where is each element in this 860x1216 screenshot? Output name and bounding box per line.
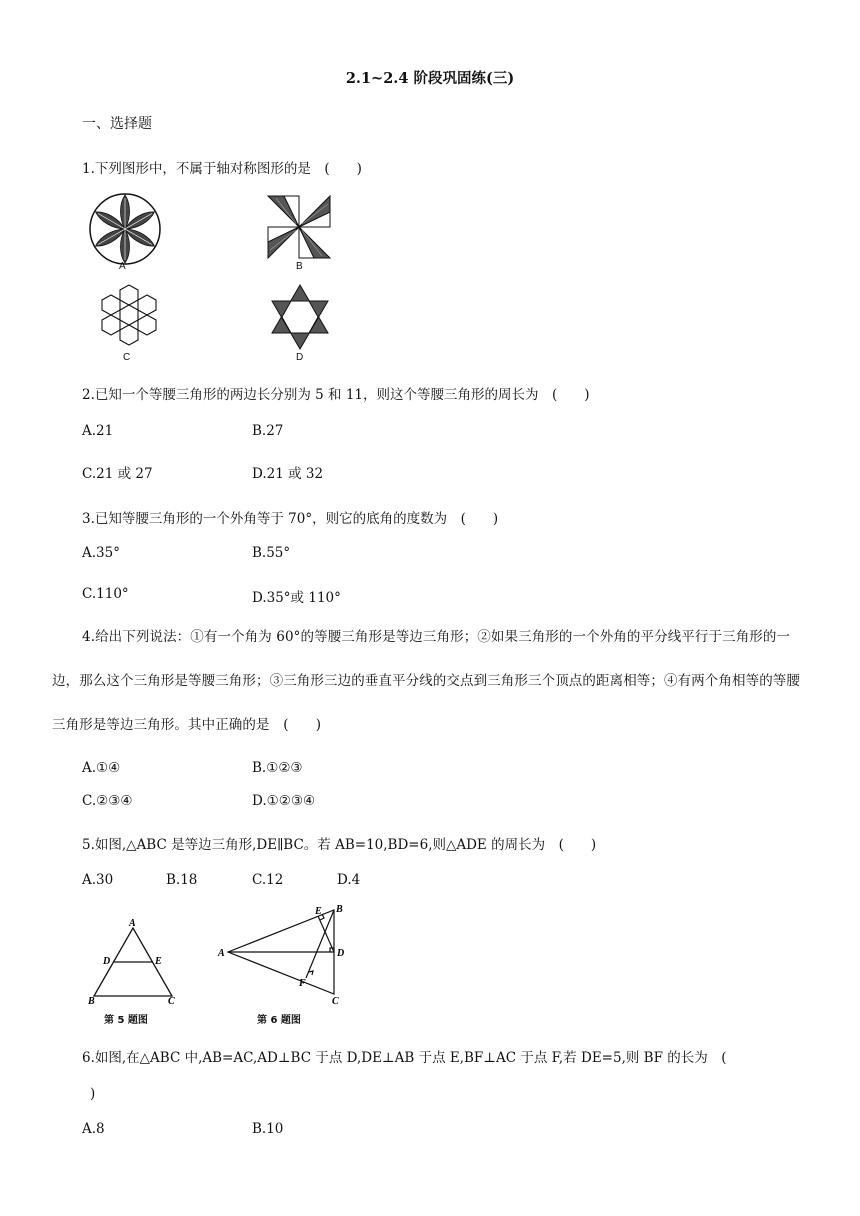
- question-3-text: 3.已知等腰三角形的一个外角等于 70°，则它的底角的度数为 ( ): [82, 511, 499, 527]
- q3-option-a: A.35°: [82, 545, 120, 561]
- q1-figure-c: [89, 283, 169, 353]
- q5-label-c: C: [168, 996, 175, 1007]
- question-1-text: 1.下列图形中，不属于轴对称图形的是 ( ): [82, 161, 362, 177]
- q6-figure-caption: 第 6 题图: [257, 1015, 301, 1026]
- page-title: 2.1~2.4 阶段巩固练(三): [345, 70, 515, 87]
- question-6-text-cont: ): [90, 1086, 96, 1102]
- q5-option-a: A.30: [82, 872, 114, 888]
- q6-label-f: F: [299, 978, 306, 989]
- q3-option-c: C.110°: [82, 586, 129, 602]
- q5-label-e: E: [155, 956, 162, 967]
- q5-option-b: B.18: [166, 872, 198, 888]
- q2-option-c: C.21 或 27: [82, 466, 153, 482]
- q6-option-b: B.10: [252, 1121, 284, 1137]
- q5-label-b: B: [88, 996, 95, 1007]
- q6-label-e: E: [315, 906, 322, 917]
- q5-option-c: C.12: [252, 872, 284, 888]
- q6-option-a: A.8: [82, 1121, 105, 1137]
- section-heading: 一、选择题: [82, 116, 152, 132]
- q6-label-c: C: [332, 996, 339, 1007]
- question-5-text: 5.如图,△ABC 是等边三角形,DE∥BC。若 AB=10,BD=6,则△ADE 的周长为 ( ): [82, 837, 597, 853]
- q6-label-a: A: [218, 948, 225, 959]
- q1-label-b: B: [296, 261, 303, 272]
- q5-figure: [86, 918, 182, 1008]
- q1-label-a: A: [119, 261, 126, 272]
- q5-label-a: A: [129, 918, 136, 929]
- q6-label-d: D: [337, 948, 345, 959]
- question-4-text: 4.给出下列说法：①有一个角为 60°的等腰三角形是等边三角形；②如果三角形的一个外角的平分线平行于三角形的一边，那么这个三角形是等腰三角形；③三角形三边的垂直平分线的交点到三角形三个顶点的距离相等；④有两个角相等的等腰三角形是等边三角形。其中正确的是 ( ): [52, 629, 800, 733]
- q6-figure: [214, 902, 354, 1012]
- question-2-text: 2.已知一个等腰三角形的两边长分别为 5 和 11，则这个等腰三角形的周长为 ( ): [82, 387, 590, 403]
- q5-figure-caption: 第 5 题图: [104, 1015, 148, 1026]
- q2-option-b: B.27: [252, 423, 284, 439]
- q6-label-b: B: [336, 904, 343, 915]
- q1-figure-d: [266, 283, 334, 351]
- q4-option-d: D.①②③④: [252, 793, 316, 809]
- q5-option-d: D.4: [337, 872, 361, 888]
- q1-label-c: C: [123, 352, 131, 363]
- q2-option-d: D.21 或 32: [252, 466, 324, 482]
- q4-option-c: C.②③④: [82, 793, 133, 809]
- q3-option-b: B.55°: [252, 545, 291, 561]
- q4-option-a: A.①④: [82, 760, 121, 776]
- q1-figure-b: [266, 194, 332, 260]
- q5-label-d: D: [103, 956, 111, 967]
- q2-option-a: A.21: [82, 423, 114, 439]
- q1-label-d: D: [296, 352, 304, 363]
- q1-figure-a: [88, 192, 162, 266]
- question-6-text: 6.如图,在△ABC 中,AB=AC,AD⊥BC 于点 D,DE⊥AB 于点 E,BF⊥AC 于点 F,若 DE=5,则 BF 的长为 (: [82, 1050, 727, 1066]
- q3-option-d: D.35°或 110°: [252, 590, 341, 606]
- q4-option-b: B.①②③: [252, 760, 303, 776]
